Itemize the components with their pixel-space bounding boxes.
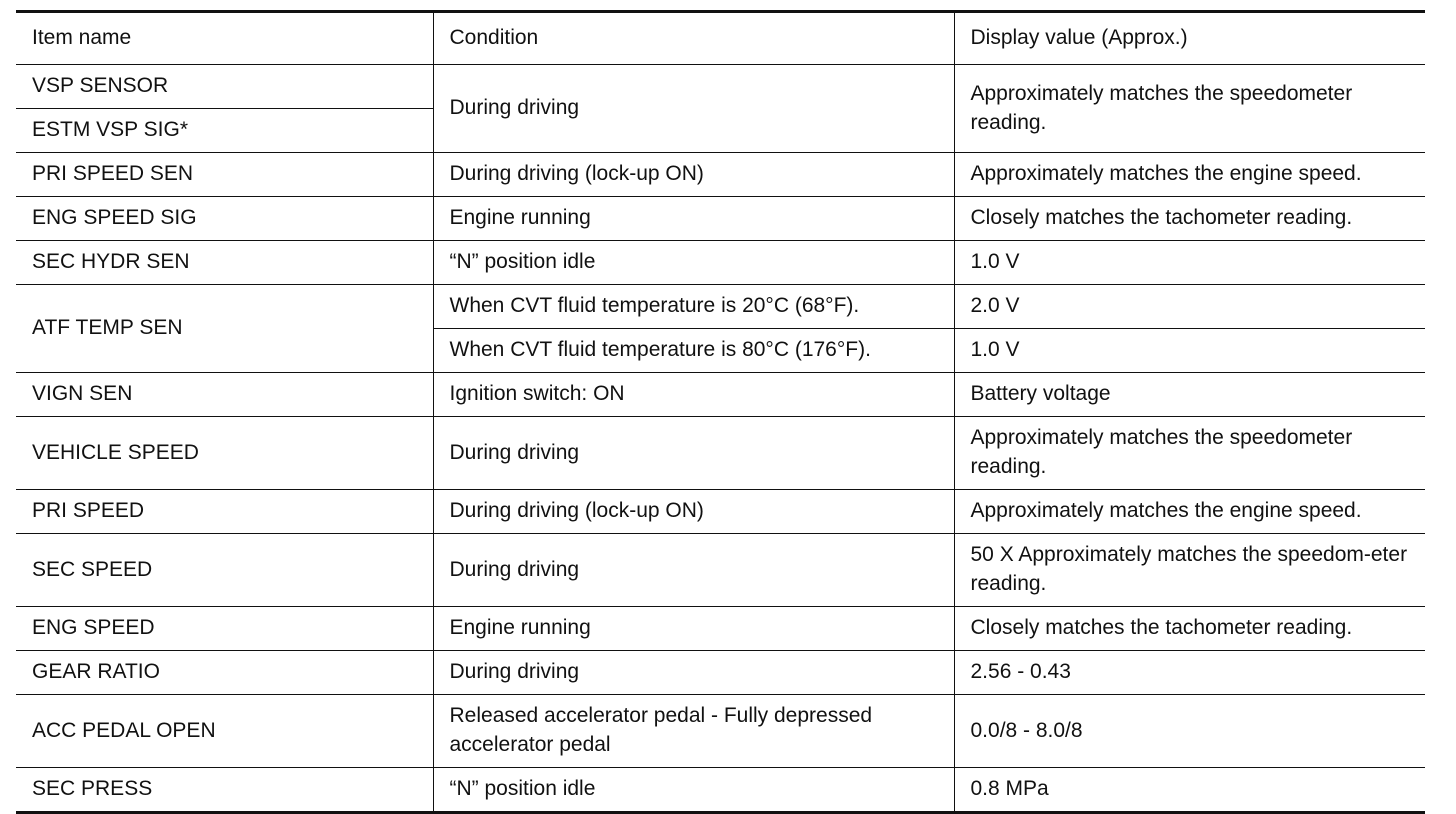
condition: During driving (lock-up ON) [433, 153, 954, 197]
condition: When CVT fluid temperature is 20°C (68°F). [433, 285, 954, 329]
condition: “N” position idle [433, 768, 954, 813]
item-name: ENG SPEED [16, 607, 433, 651]
condition: During driving [433, 417, 954, 490]
table-row [16, 285, 1425, 329]
display-value: Closely matches the tachometer reading. [954, 607, 1425, 651]
item-name: VEHICLE SPEED [16, 417, 433, 490]
display-value: 2.56 - 0.43 [954, 651, 1425, 695]
display-value: Approximately matches the speedometer reading. [954, 65, 1425, 153]
table-row [16, 417, 1425, 490]
table-header-row [16, 12, 1425, 65]
condition: During driving [433, 65, 954, 153]
table-row [16, 65, 1425, 109]
condition: During driving (lock-up ON) [433, 490, 954, 534]
display-value: Approximately matches the engine speed. [954, 153, 1425, 197]
condition: During driving [433, 651, 954, 695]
table-row [16, 197, 1425, 241]
header-item-name: Item name [16, 12, 433, 65]
table-row [16, 490, 1425, 534]
item-name: ESTM VSP SIG* [16, 109, 433, 153]
table-row [16, 153, 1425, 197]
table-row [16, 651, 1425, 695]
display-value: 0.0/8 - 8.0/8 [954, 695, 1425, 768]
item-name: PRI SPEED [16, 490, 433, 534]
header-condition: Condition [433, 12, 954, 65]
table-row [16, 768, 1425, 813]
item-name: PRI SPEED SEN [16, 153, 433, 197]
table-row [16, 607, 1425, 651]
condition: Engine running [433, 607, 954, 651]
condition: “N” position idle [433, 241, 954, 285]
display-value: 50 X Approximately matches the speedom-eter reading. [954, 534, 1425, 607]
display-value: 1.0 V [954, 329, 1425, 373]
display-value: Approximately matches the speedometer reading. [954, 417, 1425, 490]
condition: Engine running [433, 197, 954, 241]
display-value: Closely matches the tachometer reading. [954, 197, 1425, 241]
display-value: Approximately matches the engine speed. [954, 490, 1425, 534]
table-row [16, 241, 1425, 285]
table-row [16, 373, 1425, 417]
item-name: SEC PRESS [16, 768, 433, 813]
spec-table [16, 10, 1425, 814]
item-name: VIGN SEN [16, 373, 433, 417]
display-value: 1.0 V [954, 241, 1425, 285]
table-row [16, 534, 1425, 607]
display-value: Battery voltage [954, 373, 1425, 417]
item-name: SEC HYDR SEN [16, 241, 433, 285]
item-name: VSP SENSOR [16, 65, 433, 109]
item-name: ATF TEMP SEN [16, 285, 433, 373]
item-name: SEC SPEED [16, 534, 433, 607]
condition: During driving [433, 534, 954, 607]
item-name: ACC PEDAL OPEN [16, 695, 433, 768]
condition: Released accelerator pedal - Fully depressed accelerator pedal [433, 695, 954, 768]
display-value: 0.8 MPa [954, 768, 1425, 813]
condition: Ignition switch: ON [433, 373, 954, 417]
display-value: 2.0 V [954, 285, 1425, 329]
condition: When CVT fluid temperature is 80°C (176°F). [433, 329, 954, 373]
item-name: GEAR RATIO [16, 651, 433, 695]
table-row [16, 695, 1425, 768]
header-display-value: Display value (Approx.) [954, 12, 1425, 65]
item-name: ENG SPEED SIG [16, 197, 433, 241]
